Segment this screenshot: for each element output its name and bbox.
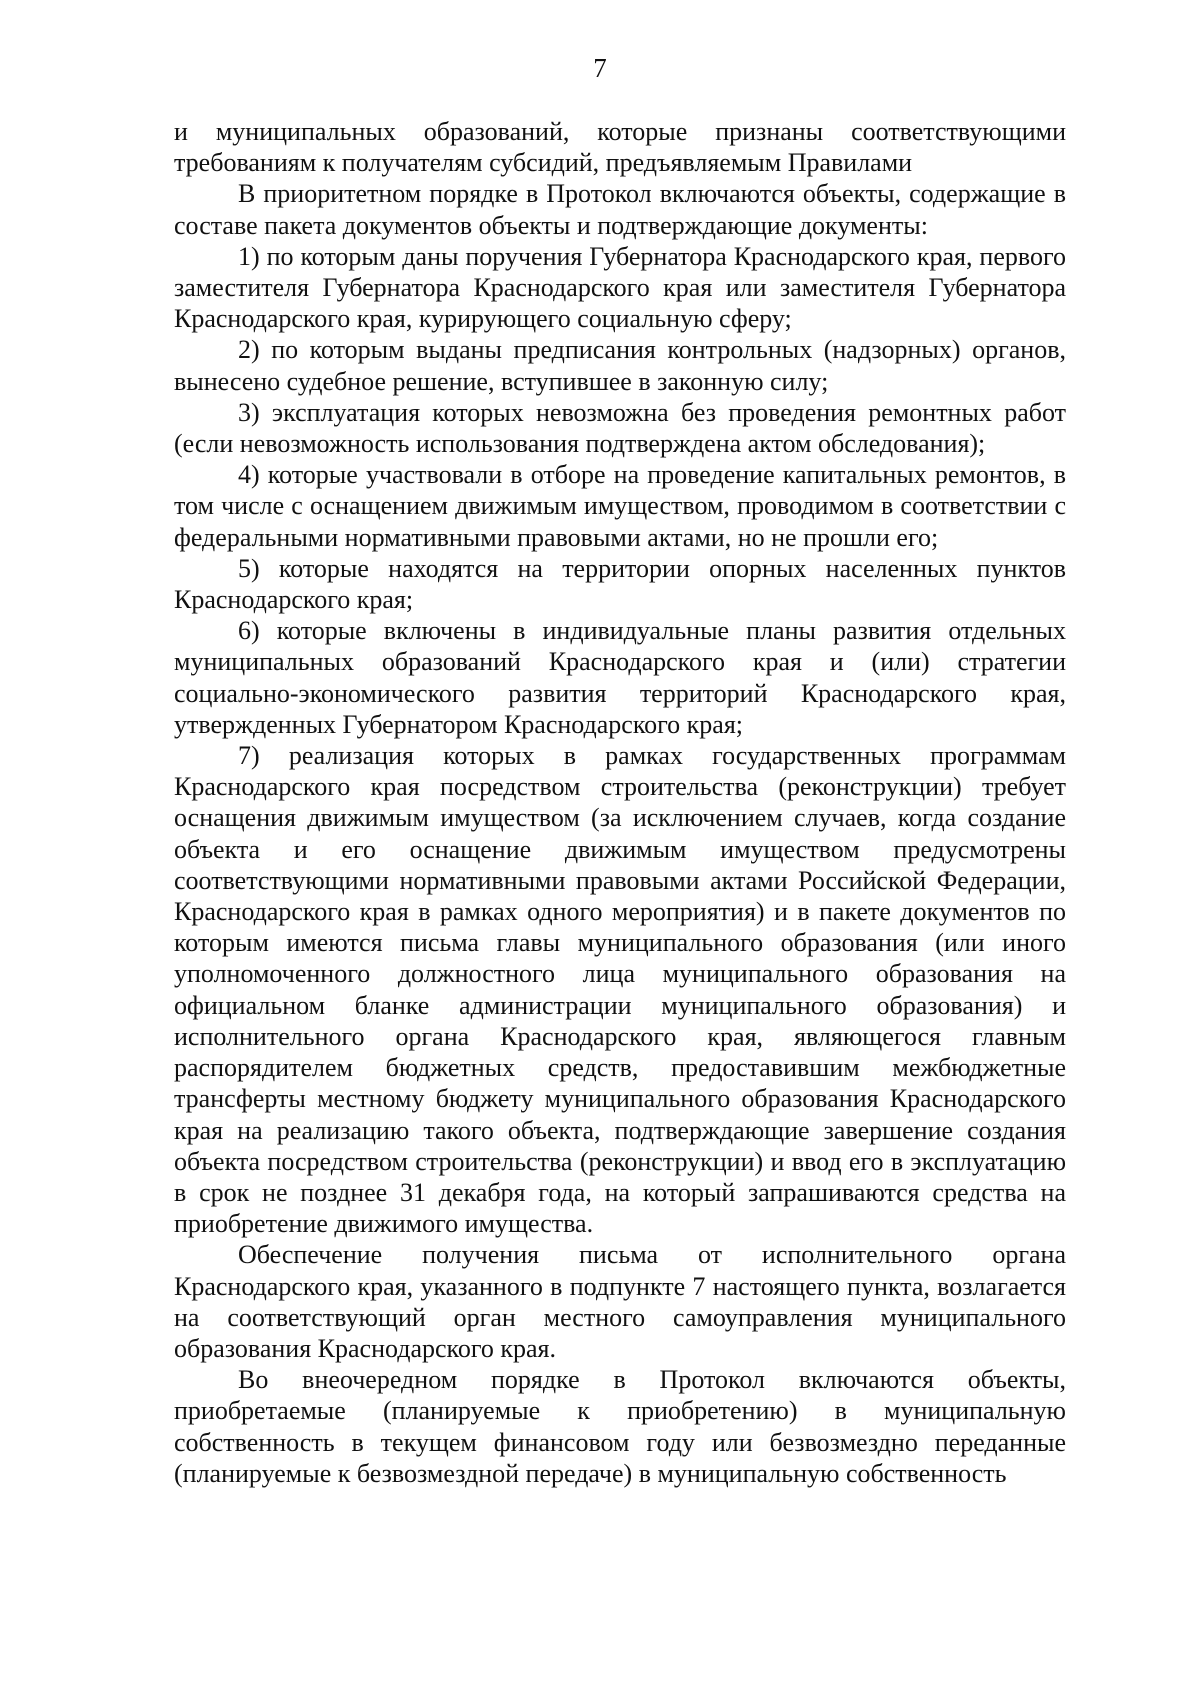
paragraph-continuation: и муниципальных образований, которые признаны соответствующими требованиям к получателям субсидий, предъявляемым Правилами: [174, 117, 1066, 178]
list-item-3: 3) эксплуатация которых невозможна без проведения ремонтных работ (если невозможность использования подтверждена актом обследования);: [174, 397, 1066, 459]
list-item-1: 1) по которым даны поручения Губернатора Краснодарского края, первого заместителя Губернатора Краснодарского края или заместителя Губернатора Краснодарского края, курирующего социальную сферу;: [174, 241, 1066, 334]
list-item-2: 2) по которым выданы предписания контрольных (надзорных) органов, вынесено судебное решение, вступившее в законную силу;: [174, 335, 1066, 396]
document-body: [174, 116, 1066, 1489]
list-item-5: 5) которые находятся на территории опорных населенных пунктов Краснодарского края;: [174, 553, 1066, 615]
paragraph-priority-intro: В приоритетном порядке в Протокол включаются объекты, содержащие в составе пакета документов объекты и подтверждающие документы:: [174, 179, 1066, 240]
paragraph-letter-provision: Обеспечение получения письма от исполнительного органа Краснодарского края, указанного в подпункте 7 настоящего пункта, возлагается на соответствующий орган местного самоуправления муниципального образования Краснодарского края.: [174, 1240, 1066, 1363]
list-item-6: 6) которые включены в индивидуальные планы развития отдельных муниципальных образований Краснодарского края и (или) стратегии социально-экономического развития территорий Краснодарского края, утвержденных Губернатором Краснодарского края;: [174, 616, 1066, 739]
list-item-4: 4) которые участвовали в отборе на проведение капитальных ремонтов, в том числе с оснащением движимым имуществом, проводимом в соответствии с федеральными нормативными правовыми актами, но не прошли его;: [174, 460, 1066, 552]
list-item-7: 7) реализация которых в рамках государственных программам Краснодарского края посредством строительства (реконструкции) требует оснащения движимым имуществом (за исключением случаев, когда создание объекта и его оснащение движимым имуществом предусмотрены соответствующими нормативными правовыми актами Российской Федерации, Краснодарского края в рамках одного мероприятия) и в пакете документов по которым имеются письма главы муниципального образования (или иного уполномоченного должностного лица муниципального образования на официальном бланке администрации муниципального образования) и исполнительного органа Краснодарского края, являющегося главным распорядителем бюджетных средств, предоставившим межбюджетные трансферты местному бюджету муниципального образования Краснодарского края на реализацию такого объекта, подтверждающие завершение создания объекта посредством строительства (реконструкции) и ввод его в эксплуатацию в срок не позднее 31 декабря года, на который запрашиваются средства на приобретение движимого имущества.: [174, 741, 1066, 1239]
paragraph-extraordinary-order: Во внеочередном порядке в Протокол включаются объекты, приобретаемые (планируемые к приобретению) в муниципальную собственность в текущем финансовом году или безвозмездно переданные (планируемые к безвозмездной передаче) в муниципальную собственность: [174, 1365, 1066, 1488]
page-number: 7: [593, 53, 607, 83]
